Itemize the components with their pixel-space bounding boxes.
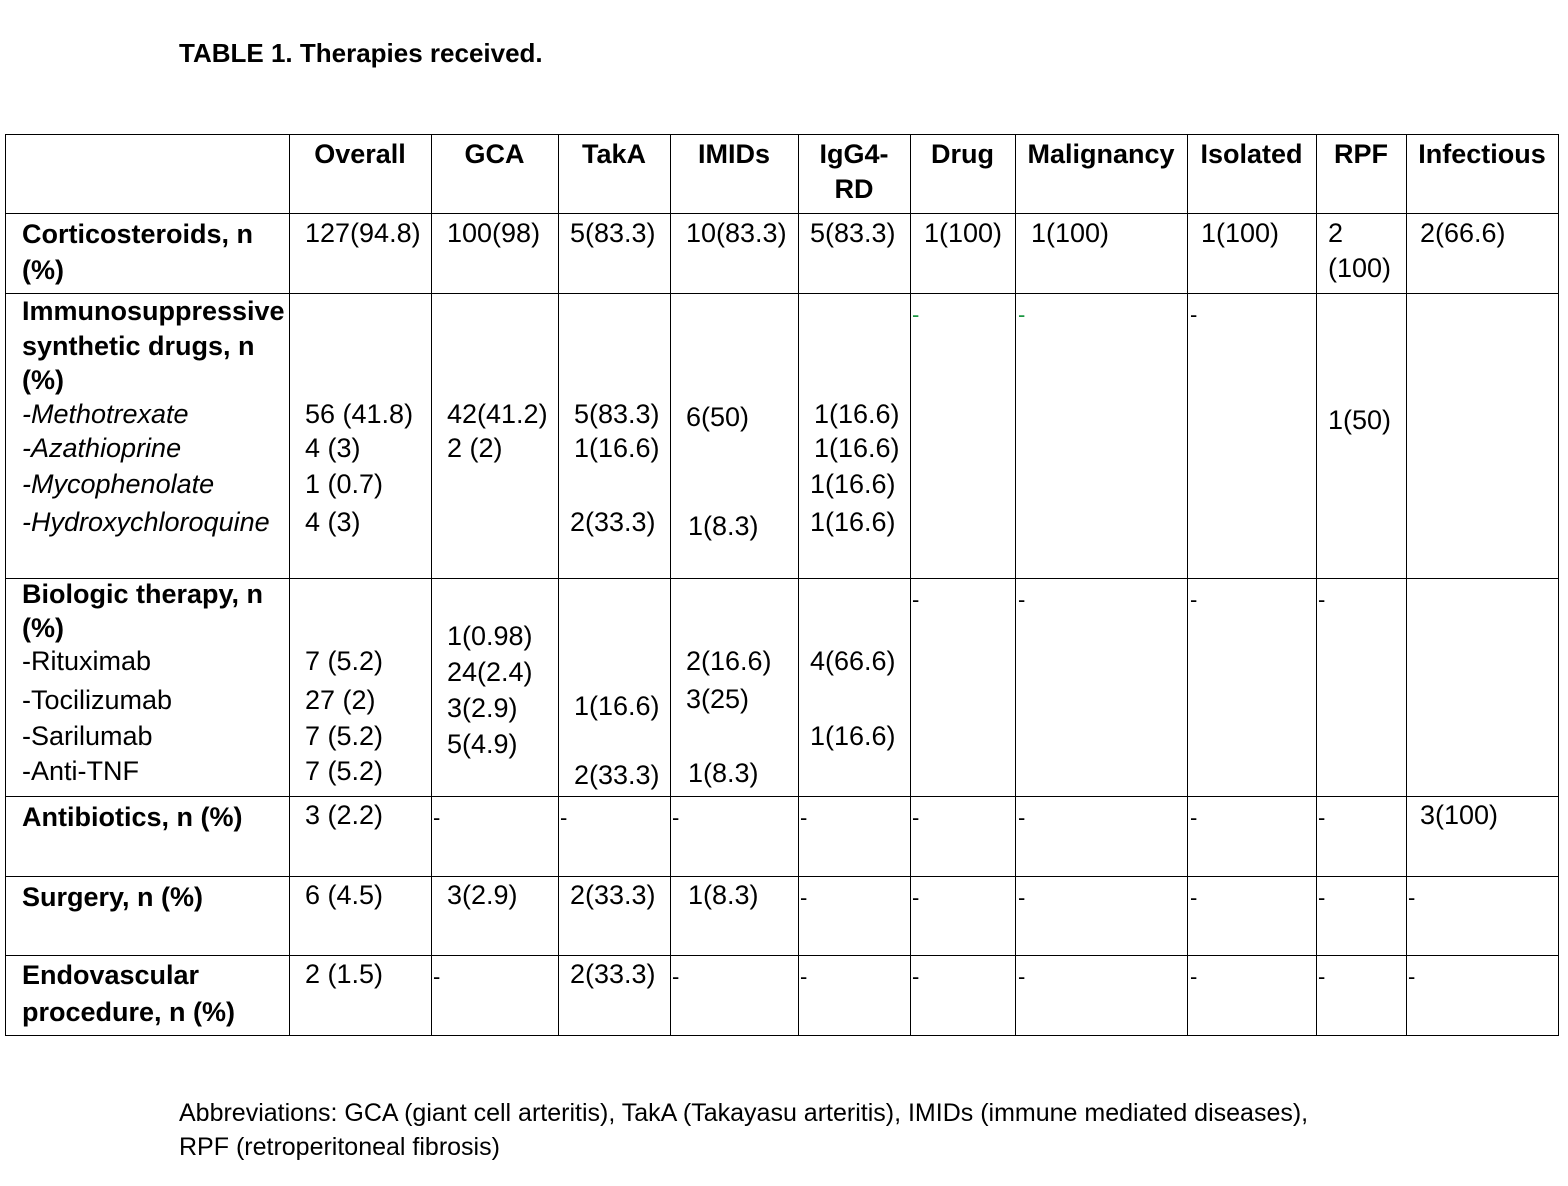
abbreviations-note: Abbreviations: GCA (giant cell arteritis), TakA (Takayasu arteritis), IMIDs (immune mediated diseases), RPF (retroperitoneal fibrosis)	[179, 1099, 1309, 1161]
table-cell: 1(8.3)	[688, 511, 759, 541]
table-cell: 2	[1328, 218, 1344, 248]
drug-name: -Mycophenolate	[22, 469, 215, 499]
empty-dash: -	[912, 964, 920, 989]
empty-dash: -	[800, 805, 808, 830]
grid-line	[5, 213, 1559, 214]
column-header: IgG4-	[819, 139, 889, 169]
column-header: GCA	[464, 139, 525, 169]
row-label: (%)	[22, 613, 64, 643]
table-cell: 6(50)	[686, 402, 750, 432]
grid-line	[5, 1035, 1559, 1036]
row-label: Corticosteroids, n	[22, 219, 254, 249]
grid-line	[670, 134, 671, 1036]
empty-dash: -	[1408, 885, 1416, 910]
row-label: Biologic therapy, n	[22, 579, 264, 609]
empty-dash: -	[560, 805, 568, 830]
empty-dash: -	[1318, 885, 1326, 910]
table-cell: 1(16.6)	[810, 721, 896, 751]
empty-dash: -	[1018, 964, 1026, 989]
column-header: Drug	[931, 139, 994, 169]
table-cell: 4 (3)	[305, 507, 361, 537]
table-cell: 1(100)	[1201, 218, 1280, 248]
grid-line	[5, 876, 1559, 877]
table-cell: 2(33.3)	[574, 760, 660, 790]
empty-dash: -	[912, 302, 920, 327]
empty-dash: -	[800, 885, 808, 910]
row-label: Immunosuppressive	[22, 296, 285, 326]
table-cell: 4(66.6)	[810, 646, 896, 676]
grid-line	[1187, 134, 1188, 1036]
column-header: TakA	[581, 139, 647, 169]
table-cell: 3(25)	[686, 684, 750, 714]
empty-dash: -	[672, 964, 680, 989]
empty-dash: -	[1190, 805, 1198, 830]
column-header: RPF	[1334, 139, 1388, 169]
empty-dash: -	[433, 964, 441, 989]
row-label: Endovascular	[22, 960, 200, 990]
table-cell: 1(16.6)	[574, 433, 660, 463]
table-cell: 7 (5.2)	[305, 646, 384, 676]
table-cell: 5(83.3)	[570, 218, 656, 248]
table-cell: 42(41.2)	[447, 399, 548, 429]
column-header: IMIDs	[697, 139, 770, 169]
table-cell: 6 (4.5)	[305, 880, 384, 910]
table-cell: 10(83.3)	[686, 218, 787, 248]
grid-line	[289, 134, 290, 1036]
table-cell: 27 (2)	[305, 685, 376, 715]
drug-name: -Anti-TNF	[22, 756, 139, 786]
empty-dash: -	[1190, 964, 1198, 989]
table-cell: 2 (1.5)	[305, 959, 384, 989]
grid-line	[5, 796, 1559, 797]
table-cell: 7 (5.2)	[305, 756, 384, 786]
empty-dash: -	[1190, 587, 1198, 612]
grid-line	[798, 134, 799, 1036]
column-header: RD	[834, 174, 874, 204]
table-cell: 2(33.3)	[570, 959, 656, 989]
table-cell: 1(100)	[924, 218, 1003, 248]
empty-dash: -	[1190, 302, 1198, 327]
table-cell: 1(0.98)	[447, 621, 533, 651]
drug-name: -Sarilumab	[22, 721, 153, 751]
table-cell: 2(66.6)	[1420, 218, 1506, 248]
table-cell: 1(16.6)	[810, 507, 896, 537]
row-label: procedure, n (%)	[22, 997, 236, 1027]
grid-line	[558, 134, 559, 1036]
column-header: Isolated	[1200, 139, 1303, 169]
grid-line	[910, 134, 911, 1036]
empty-dash: -	[433, 805, 441, 830]
table-cell: 3(2.9)	[447, 880, 518, 910]
table-cell: 1(16.6)	[814, 399, 900, 429]
empty-dash: -	[1018, 302, 1026, 327]
empty-dash: -	[1018, 885, 1026, 910]
table-cell: 3(100)	[1420, 800, 1499, 830]
table-cell: 56 (41.8)	[305, 399, 414, 429]
empty-dash: -	[912, 587, 920, 612]
table-title: TABLE 1. Therapies received.	[179, 38, 543, 68]
drug-name: -Methotrexate	[22, 399, 189, 429]
drug-name: -Tocilizumab	[22, 685, 173, 715]
empty-dash: -	[912, 885, 920, 910]
empty-dash: -	[1318, 587, 1326, 612]
column-header: Malignancy	[1027, 139, 1175, 169]
grid-line	[5, 955, 1559, 956]
table-cell: 1(16.6)	[814, 433, 900, 463]
table-cell: 100(98)	[447, 218, 541, 248]
table-cell: 2(16.6)	[686, 646, 772, 676]
row-label: (%)	[22, 365, 64, 395]
empty-dash: -	[1018, 587, 1026, 612]
table-cell: 2 (2)	[447, 433, 503, 463]
table-cell: 1 (0.7)	[305, 469, 384, 499]
row-label: Surgery, n (%)	[22, 882, 204, 912]
table-cell: 24(2.4)	[447, 657, 533, 687]
empty-dash: -	[1318, 805, 1326, 830]
row-label: (%)	[22, 255, 64, 285]
grid-line	[5, 134, 6, 1036]
table-cell: 2(33.3)	[570, 507, 656, 537]
empty-dash: -	[1018, 805, 1026, 830]
empty-dash: -	[1408, 964, 1416, 989]
grid-line	[1558, 134, 1559, 1036]
table-cell: 7 (5.2)	[305, 721, 384, 751]
grid-line	[1406, 134, 1407, 1036]
grid-line	[431, 134, 432, 1036]
grid-line	[1015, 134, 1016, 1036]
table-cell: 5(83.3)	[810, 218, 896, 248]
table-cell: 1(16.6)	[574, 691, 660, 721]
table-cell: 1(16.6)	[810, 469, 896, 499]
table-cell: 4 (3)	[305, 433, 361, 463]
drug-name: -Hydroxychloroquine	[22, 507, 270, 537]
drug-name: -Azathioprine	[22, 433, 182, 463]
drug-name: -Rituximab	[22, 646, 152, 676]
empty-dash: -	[1318, 964, 1326, 989]
column-header: Overall	[314, 139, 406, 169]
grid-line	[1316, 134, 1317, 1036]
table-cell: 3(2.9)	[447, 693, 518, 723]
grid-line	[5, 134, 1559, 135]
table-cell: 127(94.8)	[305, 218, 421, 248]
empty-dash: -	[672, 805, 680, 830]
column-header: Infectious	[1418, 139, 1546, 169]
empty-dash: -	[1190, 885, 1198, 910]
table-cell: 1(50)	[1328, 405, 1392, 435]
table-cell: 1(100)	[1031, 218, 1110, 248]
row-label: synthetic drugs, n	[22, 331, 255, 361]
table-cell: 1(8.3)	[688, 880, 759, 910]
table-cell: 1(8.3)	[688, 758, 759, 788]
empty-dash: -	[912, 805, 920, 830]
empty-dash: -	[800, 964, 808, 989]
table-cell: 3 (2.2)	[305, 800, 384, 830]
table-cell: 5(83.3)	[574, 399, 660, 429]
table-cell: 5(4.9)	[447, 729, 518, 759]
table-cell: 2(33.3)	[570, 880, 656, 910]
table-cell: (100)	[1328, 253, 1392, 283]
row-label: Antibiotics, n (%)	[22, 802, 243, 832]
